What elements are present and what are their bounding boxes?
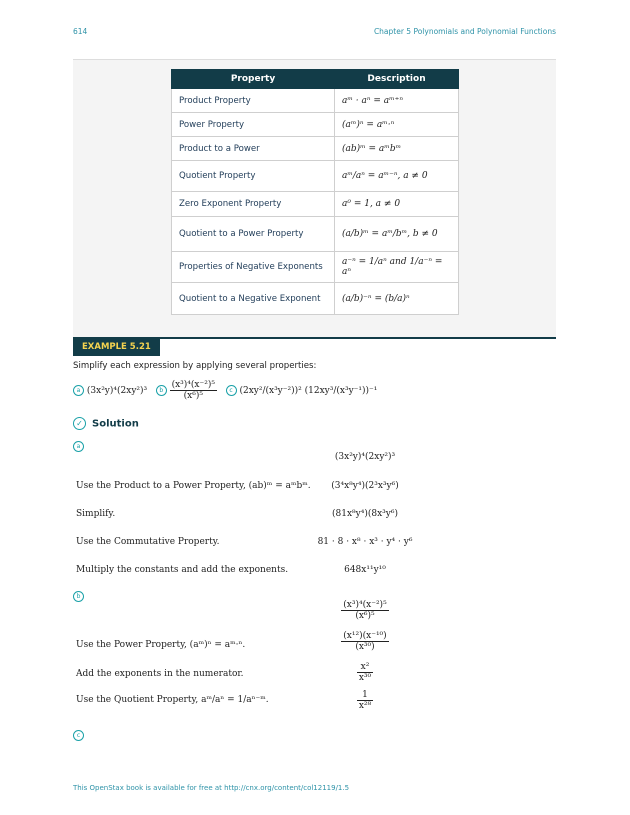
expr-b-3-den: x²⁸	[358, 701, 372, 711]
property-description: (a/b)⁻ⁿ = (b/a)ⁿ	[335, 283, 459, 315]
expr-a-1: (3⁴x⁸y⁴)(2³x³y⁶)	[331, 481, 399, 491]
header-description: Description	[335, 70, 459, 89]
check-icon: ✓	[73, 417, 86, 430]
step-a-1: Use the Product to a Power Property, (ab)ᵐ = aᵐbᵐ.	[76, 481, 311, 491]
expr-b-1-num: (x¹²)(x⁻¹⁰)	[343, 631, 387, 641]
problem-b-denominator: (x⁶)⁵	[183, 391, 203, 401]
expr-b-3-num: 1	[357, 690, 373, 701]
property-description: aᵐ · aⁿ = aᵐ⁺ⁿ	[335, 89, 459, 113]
expr-b-1	[315, 631, 415, 652]
footer-note: This OpenStax book is available for free at http://cnx.org/content/col12119/1.5	[73, 784, 350, 792]
property-name: Properties of Negative Exponents	[172, 252, 335, 283]
property-name: Product to a Power	[172, 137, 335, 161]
property-name: Quotient to a Power Property	[172, 217, 335, 252]
property-description: (ab)ᵐ = aᵐbᵐ	[335, 137, 459, 161]
step-b-1: Use the Power Property, (aᵐ)ⁿ = aᵐ·ⁿ.	[76, 640, 246, 650]
solution-b-start-den: (x⁶)⁵	[355, 611, 375, 621]
page-number: 614	[73, 27, 88, 36]
marker-b: b	[156, 385, 167, 396]
property-description: a⁰ = 1, a ≠ 0	[335, 192, 459, 217]
expr-a-3: 81 · 8 · x⁸ · x³ · y⁴ · y⁶	[317, 537, 413, 547]
solution-title: Solution	[92, 418, 139, 430]
problem-b-numerator: (x³)⁴(x⁻²)⁵	[171, 380, 215, 390]
example-intro: Simplify each expression by applying several properties:	[73, 361, 317, 371]
marker-a: a	[73, 385, 84, 396]
property-description: a⁻ⁿ = 1/aⁿ and 1/a⁻ⁿ = aⁿ	[335, 252, 459, 283]
solution-b-start-num: (x³)⁴(x⁻²)⁵	[343, 600, 387, 610]
solution-marker-a: a	[73, 436, 84, 455]
properties-table	[171, 69, 459, 315]
property-name: Power Property	[172, 113, 335, 137]
step-b-3: Use the Quotient Property, aᵐ/aⁿ = 1/aⁿ⁻ᵐ.	[76, 695, 269, 705]
step-a-4: Multiply the constants and add the exponents.	[76, 565, 289, 575]
property-description: (aᵐ)ⁿ = aᵐ·ⁿ	[335, 113, 459, 137]
expr-b-1-den: (x³⁰)	[355, 642, 375, 652]
problem-c: (2xy²/(x³y⁻²))² (12xy³/(x³y⁻¹))⁻¹	[239, 386, 378, 396]
example-problems	[73, 380, 377, 401]
expr-a-4: 648x¹¹y¹⁰	[344, 565, 386, 575]
expr-b-2-den: x³⁰	[358, 673, 372, 683]
step-a-3: Use the Commutative Property.	[76, 537, 220, 547]
expr-a-2: (81x⁸y⁴)(8x³y⁶)	[332, 509, 398, 519]
expr-b-2-num: x²	[357, 662, 373, 673]
solution-b-start	[315, 600, 415, 621]
problem-b	[170, 380, 217, 401]
header-property: Property	[172, 70, 335, 89]
property-description: (a/b)ᵐ = aᵐ/bᵐ, b ≠ 0	[335, 217, 459, 252]
property-name: Zero Exponent Property	[172, 192, 335, 217]
expr-b-2	[315, 662, 415, 683]
solution-marker-c: c	[73, 725, 84, 744]
problem-a: (3x²y)⁴(2xy²)³	[86, 386, 148, 396]
step-b-2: Add the exponents in the numerator.	[76, 669, 244, 679]
solution-a-start: (3x²y)⁴(2xy²)³	[334, 452, 396, 462]
solution-marker-b: b	[73, 586, 84, 605]
property-name: Quotient Property	[172, 161, 335, 192]
chapter-title: Chapter 5 Polynomials and Polynomial Functions	[373, 27, 556, 36]
property-name: Product Property	[172, 89, 335, 113]
marker-c: c	[226, 385, 237, 396]
step-a-2: Simplify.	[76, 509, 116, 519]
property-description: aᵐ/aⁿ = aᵐ⁻ⁿ, a ≠ 0	[335, 161, 459, 192]
property-name: Quotient to a Negative Exponent	[172, 283, 335, 315]
expr-b-3	[315, 690, 415, 711]
solution-heading	[73, 417, 139, 430]
example-label: EXAMPLE 5.21	[73, 339, 160, 356]
